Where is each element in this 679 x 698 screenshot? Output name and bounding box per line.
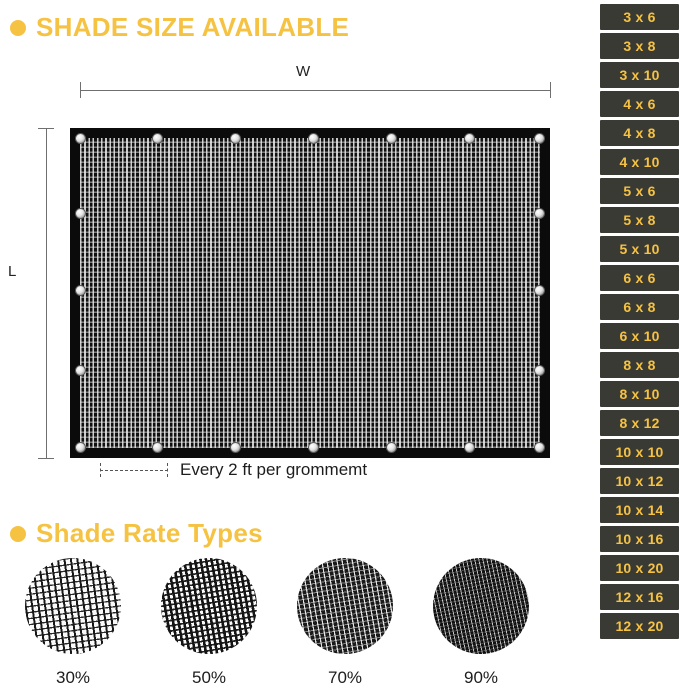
grommet: [534, 285, 545, 296]
grommet: [308, 133, 319, 144]
width-dimension-label: W: [296, 63, 311, 80]
size-option[interactable]: 5 x 10: [600, 236, 679, 262]
shade-rate-swatch-30: [25, 558, 121, 654]
grommet-spacing-note: [100, 460, 367, 480]
width-dimension-cap-right: [550, 82, 551, 98]
grommet: [308, 442, 319, 453]
grommet: [386, 133, 397, 144]
size-option[interactable]: 4 x 10: [600, 149, 679, 175]
grommet: [534, 208, 545, 219]
shade-rate-label: 70%: [327, 668, 363, 687]
size-option[interactable]: 10 x 16: [600, 526, 679, 552]
grommet: [534, 133, 545, 144]
size-option[interactable]: 6 x 8: [600, 294, 679, 320]
size-option[interactable]: 10 x 10: [600, 439, 679, 465]
grommet: [386, 442, 397, 453]
shade-rate-item: [432, 558, 530, 688]
shade-rate-list: [24, 558, 584, 688]
shade-rate-label: 90%: [463, 668, 499, 687]
size-option[interactable]: 3 x 10: [600, 62, 679, 88]
size-option[interactable]: 8 x 12: [600, 410, 679, 436]
shade-rate-item: [296, 558, 394, 688]
size-option[interactable]: 8 x 10: [600, 381, 679, 407]
grommet: [152, 133, 163, 144]
grommet: [152, 442, 163, 453]
grommet: [75, 365, 86, 376]
grommet: [75, 208, 86, 219]
grommet-spacing-label: Every 2 ft per grommemt: [180, 460, 368, 479]
size-option[interactable]: 4 x 8: [600, 120, 679, 146]
length-dimension-cap-top: [38, 128, 54, 129]
grommet: [464, 442, 475, 453]
size-option[interactable]: 5 x 6: [600, 178, 679, 204]
grommet: [75, 133, 86, 144]
length-dimension-cap-bottom: [38, 458, 54, 459]
shade-rate-label: 50%: [191, 668, 227, 687]
grommet: [230, 442, 241, 453]
size-option[interactable]: 12 x 16: [600, 584, 679, 610]
shade-rate-swatch-90: [433, 558, 529, 654]
size-option[interactable]: 12 x 20: [600, 613, 679, 639]
shade-rate-label: 30%: [55, 668, 91, 687]
size-options-column: [600, 0, 679, 698]
size-option[interactable]: 3 x 8: [600, 33, 679, 59]
size-option[interactable]: 3 x 6: [600, 4, 679, 30]
shade-rate-item: [24, 558, 122, 688]
size-option[interactable]: 4 x 6: [600, 91, 679, 117]
grommet: [464, 133, 475, 144]
shade-rate-swatch-50: [161, 558, 257, 654]
shade-cloth-diagram: [0, 55, 600, 505]
grommet: [534, 365, 545, 376]
shade-cloth-mesh: [80, 138, 540, 448]
grommet: [75, 442, 86, 453]
shade-rate-heading: [10, 518, 263, 549]
size-option[interactable]: 5 x 8: [600, 207, 679, 233]
grommet: [534, 442, 545, 453]
shade-rate-heading-label: Shade Rate Types: [36, 518, 263, 548]
width-dimension-cap-left: [80, 82, 81, 98]
size-option[interactable]: 10 x 20: [600, 555, 679, 581]
shade-size-heading-label: SHADE SIZE AVAILABLE: [36, 12, 350, 42]
size-option[interactable]: 6 x 10: [600, 323, 679, 349]
length-dimension-label: L: [8, 263, 17, 280]
grommet-spacing-measure-icon: [100, 463, 168, 477]
size-option[interactable]: 8 x 8: [600, 352, 679, 378]
shade-rate-swatch-70: [297, 558, 393, 654]
size-option[interactable]: 10 x 14: [600, 497, 679, 523]
size-option[interactable]: 6 x 6: [600, 265, 679, 291]
grommet: [230, 133, 241, 144]
width-dimension-line: [80, 90, 550, 91]
bullet-dot-icon: [10, 20, 26, 36]
shade-cloth-panel: [70, 128, 550, 458]
length-dimension-line: [46, 128, 47, 458]
size-option[interactable]: 10 x 12: [600, 468, 679, 494]
grommet: [75, 285, 86, 296]
shade-rate-item: [160, 558, 258, 688]
shade-size-heading: [10, 12, 349, 43]
bullet-dot-icon: [10, 526, 26, 542]
